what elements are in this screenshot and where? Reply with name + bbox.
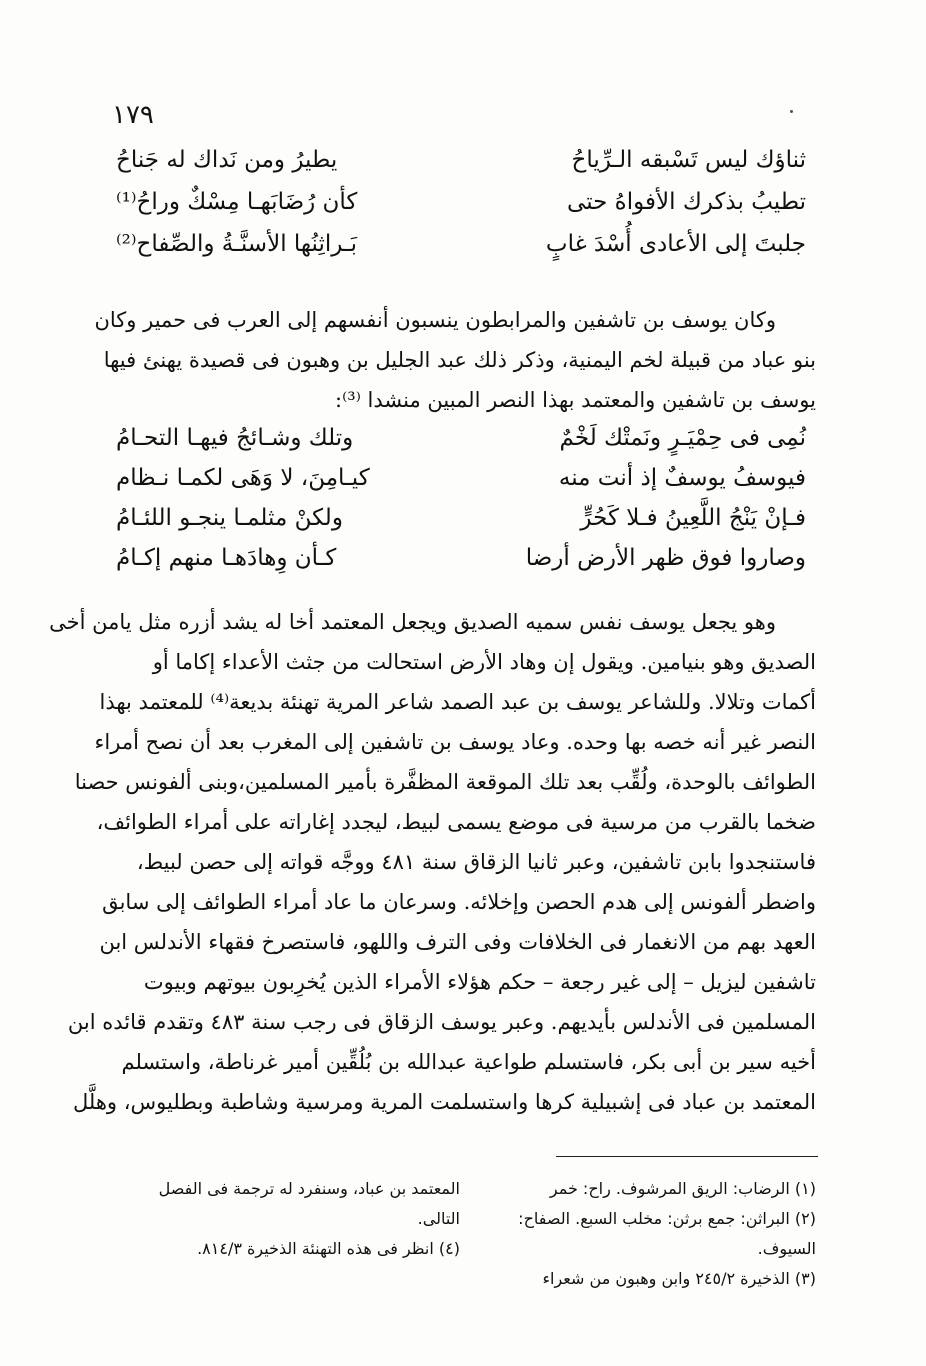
verse-row bbox=[116, 418, 806, 458]
verse-hemistich-second: كيـامِنَ، لا وَهَى لكمـا نـظام bbox=[116, 465, 370, 491]
paragraph-intro bbox=[94, 300, 816, 420]
verse-hemistich-first: وصاروا فوق ظهر الأرض أرضا bbox=[525, 545, 806, 571]
verse-hemistich-second: بَـراثِنُها الأسنَّـةُ والصِّفاح⁽²⁾ bbox=[116, 231, 358, 257]
paragraph-line: الصديق وهو بنيامين. ويقول إن وهاد الأرض استحالت من جثث الأعداء إكاما أو bbox=[152, 650, 816, 674]
verse-hemistich-second: ولكنْ مثلمـا ينجـو اللئـامُ bbox=[116, 505, 343, 531]
paragraph-line: يوسف بن تاشفين والمعتمد بهذا النصر المبين منشدا ⁽³⁾: bbox=[335, 388, 816, 412]
paragraph-line: وكان يوسف بن تاشفين والمرابطون ينسبون أنفسهم إلى العرب فى حمير وكان bbox=[94, 308, 776, 332]
paragraph-line: بنو عباد من قبيلة لخم اليمنية، وذكر ذلك عبد الجليل بن وهبون فى قصيدة يهنئ فيها bbox=[103, 348, 816, 372]
paragraph-line: العهد بهم من الانغمار فى الخلافات وفى الترف واللهو، فاستصرخ فقهاء الأندلس ابن bbox=[99, 930, 816, 954]
footnotes-column-right bbox=[471, 1174, 816, 1294]
verse-hemistich-second: وتلك وشـائجُ فيهـا التحـامُ bbox=[116, 425, 354, 451]
verse-row bbox=[116, 458, 806, 498]
verse-row bbox=[116, 224, 806, 264]
footnote-line: المعتمد بن عباد، وسنفرد له ترجمة فى الفصل bbox=[158, 1179, 460, 1198]
paragraph-line: النصر غير أنه خصه بها وحده. وعاد يوسف بن تاشفين إلى المغرب بعد أن نصح أمراء bbox=[94, 730, 816, 754]
verse-hemistich-first: تطيبُ بذكرك الأفواهُ حتى bbox=[567, 189, 806, 215]
footnotes-column-left bbox=[110, 1174, 460, 1264]
verse-hemistich-first: فيوسفُ يوسفٌ إذ أنت منه bbox=[558, 465, 806, 491]
paragraph-line: أخيه سير بن أبى بكر، فاستسلم طواعية عبدالله بن بُلُقِّين أمير غرناطة، واستسلم bbox=[121, 1050, 816, 1074]
poem-top bbox=[116, 140, 806, 270]
footnote-line: السيوف. bbox=[757, 1239, 816, 1258]
verse-hemistich-first: ثناؤك ليس تَسْبقه الـرِّياحُ bbox=[571, 147, 806, 173]
verse-row bbox=[116, 182, 806, 222]
paragraph-line: وهو يجعل يوسف نفس سميه الصديق ويجعل المعتمد أخا له يشد أزره مثل يامن أخى bbox=[49, 610, 776, 634]
verse-hemistich-second: يطيرُ ومن نَداك له جَناحُ bbox=[116, 147, 338, 173]
verse-hemistich-second: كـأن وِهادَهـا منهم إكـامُ bbox=[116, 545, 337, 571]
poem-middle bbox=[116, 418, 806, 588]
footnote-line: (٢) البراثن: جمع برثن: مخلب السبع. الصفاح: bbox=[518, 1209, 816, 1228]
verse-hemistich-first: نُمِى فى حِمْيَـرٍ ونَمتْك لَخْمٌ bbox=[559, 425, 806, 451]
paragraph-line: الطوائف بالوحدة، ولُقِّب بعد تلك الموقعة المظفَّرة بأمير المسلمين،وبنى ألفونس حصنا bbox=[74, 770, 816, 794]
paragraph-line: تاشفين ليزيل – إلى غير رجعة – حكم هؤلاء الأمراء الذين يُخرِبون بيوتهم وبيوت bbox=[143, 970, 816, 994]
scan-dot bbox=[790, 110, 793, 113]
paragraph-main bbox=[49, 602, 816, 1122]
verse-hemistich-second: كأن رُضَابَهـا مِسْكٌ وراحُ⁽¹⁾ bbox=[116, 189, 358, 215]
paragraph-line: فاستنجدوا بابن تاشفين، وعبر ثانيا الزقاق سنة ٤٨١ ووجَّه قواته إلى حصن لبيط، bbox=[136, 850, 816, 874]
page-number: ١٧٩ bbox=[112, 100, 154, 130]
paragraph-line: المعتمد بن عباد فى إشبيلية كرها واستسلمت المرية ومرسية وشاطبة وبطليوس، وهلَّل bbox=[73, 1090, 816, 1114]
paragraph-line: واضطر ألفونس إلى هدم الحصن وإخلائه. وسرعان ما عاد أمراء الطوائف إلى سابق bbox=[102, 890, 816, 914]
footnote-divider bbox=[556, 1156, 818, 1157]
paragraph-line: ضخما بالقرب من مرسية فى موضع يسمى لبيط، ليجدد إغاراته على أمراء الطوائف، bbox=[96, 810, 816, 834]
paragraph-line: أكمات وتلالا. وللشاعر يوسف بن عبد الصمد شاعر المرية تهنئة بديعة⁽⁴⁾ للمعتمد بهذا bbox=[99, 690, 816, 714]
verse-hemistich-first: جلبتَ إلى الأعادى أُسْدَ غابٍ bbox=[545, 231, 806, 257]
verse-row bbox=[116, 538, 806, 578]
footnote-line: (٤) انظر فى هذه التهنئة الذخيرة ٨١٤/٣. bbox=[197, 1239, 460, 1258]
footnote-line: التالى. bbox=[417, 1209, 460, 1228]
footnote-line: (١) الرضاب: الريق المرشوف. راح: خمر bbox=[549, 1179, 816, 1198]
paragraph-line: المسلمين فى الأندلس بأيديهم. وعبر يوسف الزقاق فى رجب سنة ٤٨٣ وتقدم قائده ابن bbox=[67, 1010, 816, 1034]
verse-hemistich-first: فـإنْ يَنْجُ اللَّعِينُ فـلا كَحُرٍّ bbox=[580, 505, 806, 531]
footnote-line: (٣) الذخيرة ٢٤٥/٢ وابن وهبون من شعراء bbox=[542, 1269, 816, 1288]
verse-row bbox=[116, 498, 806, 538]
verse-row bbox=[116, 140, 806, 180]
